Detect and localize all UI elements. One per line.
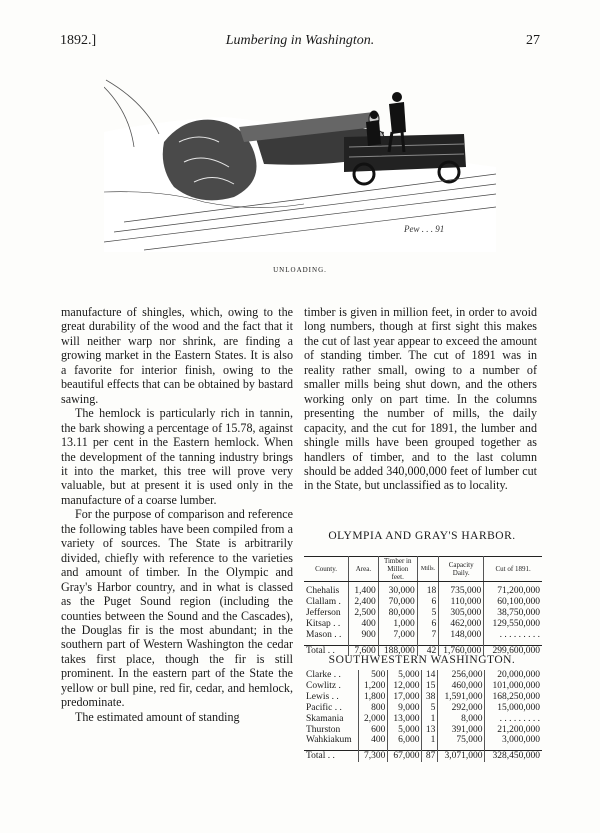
table-row: [304, 714, 542, 725]
table-cell: 148,000: [439, 630, 484, 641]
table-cell: Kitsap . .: [304, 619, 349, 630]
table-cell: 67,000: [388, 751, 422, 762]
table-row: [304, 608, 542, 619]
page-number: 27: [526, 33, 540, 48]
table-cell: 2,500: [349, 608, 379, 619]
table-cell: . . . . . . . . .: [499, 713, 540, 724]
table-cell: 13,000: [388, 714, 422, 725]
paragraph: For the purpose of comparison and reference the following tables have been compiled from a variety of sources. The State is arbitrarily divided, chiefly with reference to the varieties and amount of timber. In the Olympic and Gray's Harbor country, and in what is classed as the Puget Sound region (including the counties between the Sound and the Cascades), the Douglas fir is the most abundant; in the southern part of Western Washington the cedar takes first place, though the fir is still prominent. In the eastern part of the State the yellow or bull pine, red fir, cedar, and hemlock, predominate.: [61, 507, 293, 710]
table-cell: 15,000,000: [497, 702, 540, 713]
table-cell: 400: [349, 619, 379, 630]
table-cell: 188,000: [378, 645, 417, 656]
col-header: County.: [304, 557, 349, 582]
table-cell: Total . .: [304, 645, 349, 656]
left-column: [61, 305, 293, 724]
table-cell: 256,000: [438, 670, 485, 681]
table-row: [304, 586, 542, 597]
table-cell: 292,000: [438, 703, 485, 714]
table-cell: 735,000: [439, 586, 484, 597]
olympia-table: [304, 556, 542, 656]
table-cell: 1,200: [359, 681, 388, 692]
col-header: Area.: [349, 557, 379, 582]
table-cell: 70,000: [378, 597, 417, 608]
table-row: [304, 670, 542, 681]
table-cell: Wahkiakum: [304, 735, 359, 746]
col-header: Capacity Daily.: [439, 557, 484, 582]
table-cell: 6,000: [388, 735, 422, 746]
table-cell: 7,300: [359, 751, 388, 762]
table-cell: 3,071,000: [438, 751, 485, 762]
artist-signature: Pew . . . 91: [404, 224, 445, 234]
header-title: Lumbering in Washington.: [225, 33, 375, 48]
southwestern-table: [304, 670, 542, 762]
table-cell: Cowlitz .: [304, 681, 359, 692]
table-cell: 8,000: [438, 714, 485, 725]
table-cell: 7: [417, 630, 438, 641]
table-cell: 5,000: [388, 725, 422, 736]
table-cell: 60,100,000: [497, 596, 540, 607]
table-cell: 6: [417, 619, 438, 630]
table-cell: 80,000: [378, 608, 417, 619]
table-cell: 1,591,000: [438, 692, 485, 703]
col-header: Cut of 1891.: [484, 557, 542, 582]
table-cell: 5,000: [388, 670, 422, 681]
table-cell: 9,000: [388, 703, 422, 714]
table-cell: 101,000,000: [492, 680, 540, 691]
table-cell: 71,200,000: [497, 586, 540, 596]
paragraph: manufacture of shingles, which, owing to the great durability of the wood and the fact that it will neither warp nor shrink, are finding a growing market in the Eastern States. It is also a favorite for interior finish, owing to the beautiful effects that can be obtained by bastard sawing.: [61, 305, 293, 406]
table-cell: 391,000: [438, 725, 485, 736]
table-cell: 21,200,000: [497, 724, 540, 735]
running-header: [60, 33, 540, 53]
paragraph: timber is given in million feet, in order to avoid long numbers, though at first sight this makes the cut of last year appear to exceed the amount of standing timber. The cut of 1891 was in reality rather small, owing to a number of smaller mills being shut down, and the others working only on part time. In the columns presenting the number of mills, the daily capacity, and the cut for 1891, the lumber and shingle mills have been grouped together as handlers of timber, and to the last column should be added 340,000,000 feet of lumber cut in the State, but unclassified as to locality.: [304, 305, 537, 493]
table-cell: 460,000: [438, 681, 485, 692]
total-row: [304, 751, 542, 762]
table-title-olympia: OLYMPIA AND GRAY'S HARBOR.: [328, 530, 516, 542]
table-cell: 462,000: [439, 619, 484, 630]
table-cell: 75,000: [438, 735, 485, 746]
table-cell: 1,760,000: [439, 645, 484, 656]
table-cell: 2,000: [359, 714, 388, 725]
table-cell: 18: [417, 586, 438, 597]
table-cell: 38: [422, 692, 438, 703]
table-cell: 15: [422, 681, 438, 692]
table-cell: 500: [359, 670, 388, 681]
table-cell: 1,800: [359, 692, 388, 703]
table-cell: 1: [422, 714, 438, 725]
table-cell: 14: [422, 670, 438, 681]
table-cell: 87: [422, 751, 438, 762]
col-header: Mills.: [417, 557, 438, 582]
table-cell: 110,000: [439, 597, 484, 608]
table-cell: 600: [359, 725, 388, 736]
table-cell: 800: [359, 703, 388, 714]
table-cell: 2,400: [349, 597, 379, 608]
table-cell: Lewis . .: [304, 692, 359, 703]
table-cell: 400: [359, 735, 388, 746]
paragraph: The hemlock is particularly rich in tannin, the bark showing a percentage of 15.78, against 13.11 per cent in the Eastern hemlock. When the development of the tanning industry brings it into the market, this tree will prove very valuable, but at present it is used only in the manufacture of a coarse lumber.: [61, 406, 293, 507]
table-cell: 129,550,000: [492, 618, 540, 629]
table-cell: 13: [422, 725, 438, 736]
table-cell: Chehalis: [304, 586, 349, 597]
header-year: 1892.]: [60, 33, 97, 48]
table-row: [304, 597, 542, 608]
table-cell: 42: [417, 645, 438, 656]
table-cell: 1,000: [378, 619, 417, 630]
table-cell: 7,000: [378, 630, 417, 641]
paragraph: The estimated amount of standing: [75, 709, 240, 724]
table-cell: 900: [349, 630, 379, 641]
table-cell: 12,000: [388, 681, 422, 692]
table-cell: 305,000: [439, 608, 484, 619]
table-cell: Clallam .: [304, 597, 349, 608]
table-cell: 20,000,000: [497, 670, 540, 680]
unloading-illustration: [104, 72, 496, 252]
col-header: Timber in Million feet.: [378, 557, 417, 582]
table-cell: 299,600,000: [484, 645, 542, 656]
table-cell: 5: [422, 703, 438, 714]
table-cell: Total . .: [304, 751, 359, 762]
table-row: [304, 692, 542, 703]
table-cell: Jefferson: [304, 608, 349, 619]
table-row: [304, 681, 542, 692]
table-cell: 30,000: [378, 586, 417, 597]
table-row: [304, 630, 542, 641]
table-cell: Pacific . .: [304, 703, 359, 714]
table-row: [304, 725, 542, 736]
table-cell: 5: [417, 608, 438, 619]
table-cell: 1: [422, 735, 438, 746]
table-cell: Clarke . .: [304, 670, 359, 681]
table-row: [304, 619, 542, 630]
table-cell: 38,750,000: [497, 607, 540, 618]
table-cell: Mason . .: [304, 630, 349, 641]
table-cell: 7,600: [349, 645, 379, 656]
table-cell: 6: [417, 597, 438, 608]
table-cell: 3,000,000: [502, 735, 540, 746]
table-row: [304, 735, 542, 746]
illustration-caption: UNLOADING.: [273, 266, 327, 274]
table-cell: Thurston: [304, 725, 359, 736]
table-cell: 168,250,000: [492, 691, 540, 702]
table-cell: 17,000: [388, 692, 422, 703]
table-row: [304, 703, 542, 714]
right-column: [304, 305, 537, 493]
table-cell: 328,450,000: [485, 751, 542, 762]
table-cell: . . . . . . . . .: [499, 629, 540, 640]
table-cell: 1,400: [349, 586, 379, 597]
table-title-southwestern: SOUTHWESTERN WASHINGTON.: [328, 654, 516, 666]
table-cell: Skamania: [304, 714, 359, 725]
